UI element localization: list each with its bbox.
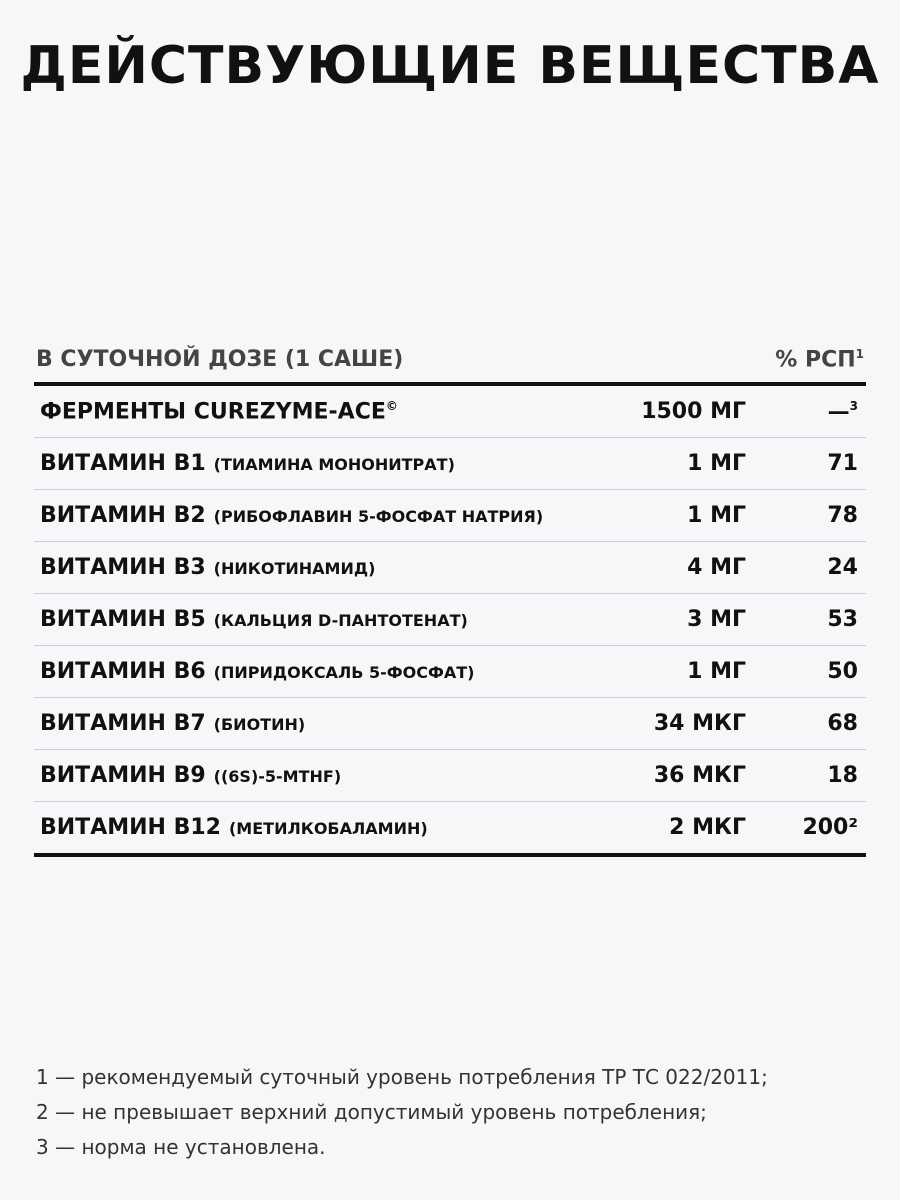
ingredient-detail: (НИКОТИНАМИД)	[213, 559, 376, 578]
ingredient-percent: 18	[827, 763, 858, 788]
table-row	[34, 750, 866, 802]
copyright-sup: ©	[385, 399, 398, 413]
ingredient-percent: 50	[827, 659, 858, 684]
ingredient-percent: 53	[827, 607, 858, 632]
ingredients-table	[34, 334, 866, 857]
ingredient-detail: (КАЛЬЦИЯ D-ПАНТОТЕНАТ)	[213, 611, 468, 630]
ingredient-name-text: ВИТАМИН B7	[40, 711, 206, 736]
header-daily-dose: В СУТОЧНОЙ ДОЗЕ (1 САШЕ)	[36, 347, 404, 372]
table-row	[34, 594, 866, 646]
ingredient-detail: (ПИРИДОКСАЛЬ 5-ФОСФАТ)	[213, 663, 475, 682]
table-row	[34, 438, 866, 490]
ingredient-amount: 1 МГ	[687, 659, 746, 684]
ingredient-name-text: ВИТАМИН B6	[40, 659, 206, 684]
ingredient-name	[40, 399, 398, 424]
table-row	[34, 490, 866, 542]
ingredient-amount: 3 МГ	[687, 607, 746, 632]
table-header	[34, 334, 866, 386]
ingredient-amount: 1500 МГ	[641, 399, 746, 424]
percent-sup: 3	[849, 399, 858, 413]
ingredient-percent: 68	[827, 711, 858, 736]
footnote-1: 1 — рекомендуемый суточный уровень потребления ТР ТС 022/2011;	[36, 1065, 768, 1089]
ingredient-name	[40, 763, 341, 788]
ingredient-detail: (МЕТИЛКОБАЛАМИН)	[228, 819, 428, 838]
ingredient-name	[40, 503, 543, 528]
ingredient-name	[40, 555, 375, 580]
ingredient-name-text: ВИТАМИН B5	[40, 607, 206, 632]
ingredient-detail: (БИОТИН)	[213, 715, 306, 734]
ingredient-name-text: ВИТАМИН B3	[40, 555, 206, 580]
ingredient-name-text: ВИТАМИН B12	[40, 815, 221, 840]
ingredient-percent: 71	[827, 451, 858, 476]
ingredient-detail: ((6S)-5-MTHF)	[213, 767, 342, 786]
ingredient-amount: 36 МКГ	[653, 763, 746, 788]
ingredient-detail: (РИБОФЛАВИН 5-ФОСФАТ НАТРИЯ)	[213, 507, 544, 526]
ingredient-name	[40, 451, 455, 476]
header-percent-rsp-label: % РСП	[775, 347, 856, 372]
ingredient-name	[40, 815, 428, 840]
ingredient-amount: 34 МКГ	[653, 711, 746, 736]
footnote-2: 2 — не превышает верхний допустимый уровень потребления;	[36, 1100, 707, 1124]
table-row	[34, 646, 866, 698]
footnote-3: 3 — норма не установлена.	[36, 1135, 326, 1159]
ingredient-percent	[828, 399, 858, 424]
ingredient-name-text: ВИТАМИН B2	[40, 503, 206, 528]
ingredient-name	[40, 607, 468, 632]
ingredient-name-text: ВИТАМИН B1	[40, 451, 206, 476]
ingredient-amount: 2 МКГ	[669, 815, 746, 840]
ingredient-detail: (ТИАМИНА МОНОНИТРАТ)	[213, 455, 455, 474]
ingredient-percent: 24	[827, 555, 858, 580]
ingredient-percent: 200²	[802, 815, 858, 840]
ingredient-amount: 1 МГ	[687, 451, 746, 476]
table-row	[34, 386, 866, 438]
table-row	[34, 698, 866, 750]
ingredient-name-text: ФЕРМЕНТЫ CUREZYME-ACE	[40, 399, 386, 425]
ingredient-percent-text: —	[827, 399, 850, 425]
ingredient-amount: 1 МГ	[687, 503, 746, 528]
ingredient-name	[40, 659, 474, 684]
header-percent-rsp	[775, 347, 864, 382]
header-percent-rsp-sup: 1	[855, 346, 864, 361]
table-row	[34, 542, 866, 594]
table-row	[34, 802, 866, 857]
ingredient-name	[40, 711, 305, 736]
ingredient-percent: 78	[827, 503, 858, 528]
ingredient-name-text: ВИТАМИН B9	[40, 763, 206, 788]
page-title: ДЕЙСТВУЮЩИЕ ВЕЩЕСТВА	[20, 36, 880, 96]
footnotes	[36, 1060, 768, 1165]
ingredient-amount: 4 МГ	[687, 555, 746, 580]
